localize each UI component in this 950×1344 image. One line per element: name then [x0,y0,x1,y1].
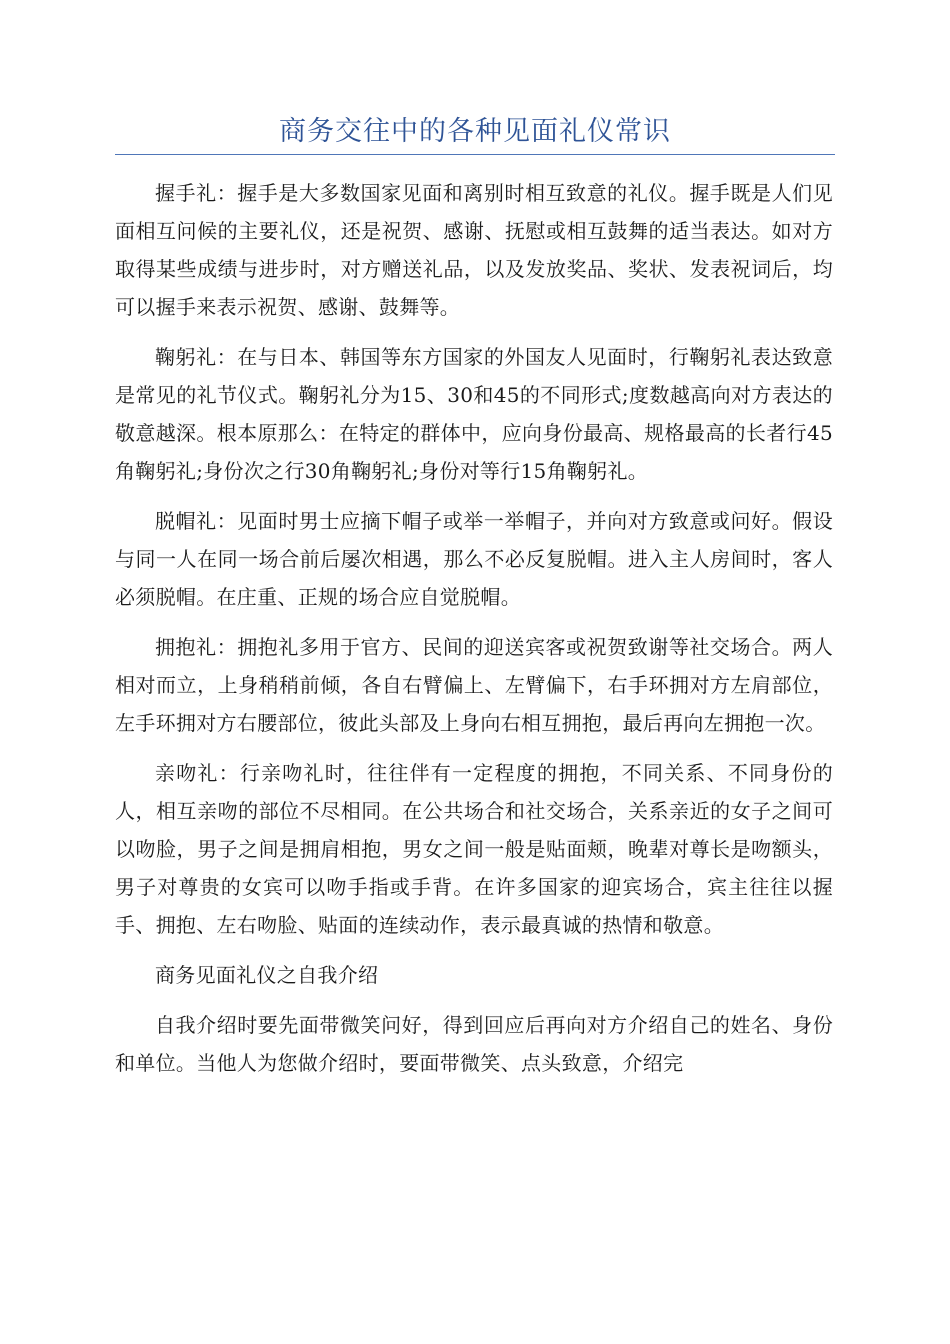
document-title: 商务交往中的各种见面礼仪常识 [279,116,671,147]
paragraph-hug: 拥抱礼：拥抱礼多用于官方、民间的迎送宾客或祝贺致谢等社交场合。两人相对而立，上身稍稍前倾，各自右臂偏上、左臂偏下，右手环拥对方左肩部位，左手环拥对方右腰部位，彼此头部及上身向右相互拥抱，最后再向左拥抱一次。 [115,635,833,735]
document-body [115,174,833,1094]
paragraph-kiss: 亲吻礼：行亲吻礼时，往往伴有一定程度的拥抱，不同关系、不同身份的人，相互亲吻的部位不尽相同。在公共场合和社交场合，关系亲近的女子之间可以吻脸，男子之间是拥肩相抱，男女之间一般是贴面颊，晚辈对尊长是吻额头，男子对尊贵的女宾可以吻手指或手背。在许多国家的迎宾场合，宾主往往以握手、拥抱、左右吻脸、贴面的连续动作，表示最真诚的热情和敬意。 [115,761,833,937]
paragraph-self-introduction: 自我介绍时要先面带微笑问好，得到回应后再向对方介绍自己的姓名、身份和单位。当他人为您做介绍时，要面带微笑、点头致意，介绍完 [115,1013,833,1075]
paragraph-hat: 脱帽礼：见面时男士应摘下帽子或举一举帽子，并向对方致意或问好。假设与同一人在同一场合前后屡次相遇，那么不必反复脱帽。进入主人房间时，客人必须脱帽。在庄重、正规的场合应自觉脱帽。 [115,509,833,609]
paragraph-handshake: 握手礼：握手是大多数国家见面和离别时相互致意的礼仪。握手既是人们见面相互问候的主要礼仪，还是祝贺、感谢、抚慰或相互鼓舞的适当表达。如对方取得某些成绩与进步时，对方赠送礼品，以及发放奖品、奖状、发表祝词后，均可以握手来表示祝贺、感谢、鼓舞等。 [115,181,833,319]
paragraph-bow: 鞠躬礼：在与日本、韩国等东方国家的外国友人见面时，行鞠躬礼表达致意是常见的礼节仪式。鞠躬礼分为15、30和45的不同形式;度数越高向对方表达的敬意越深。根本原那么：在特定的群体中，应向身份最高、规格最高的长者行45角鞠躬礼;身份次之行30角鞠躬礼;身份对等行15角鞠躬礼。 [115,345,833,483]
section-heading-self-introduction: 商务见面礼仪之自我介绍 [155,963,379,987]
title-underline [115,154,835,155]
